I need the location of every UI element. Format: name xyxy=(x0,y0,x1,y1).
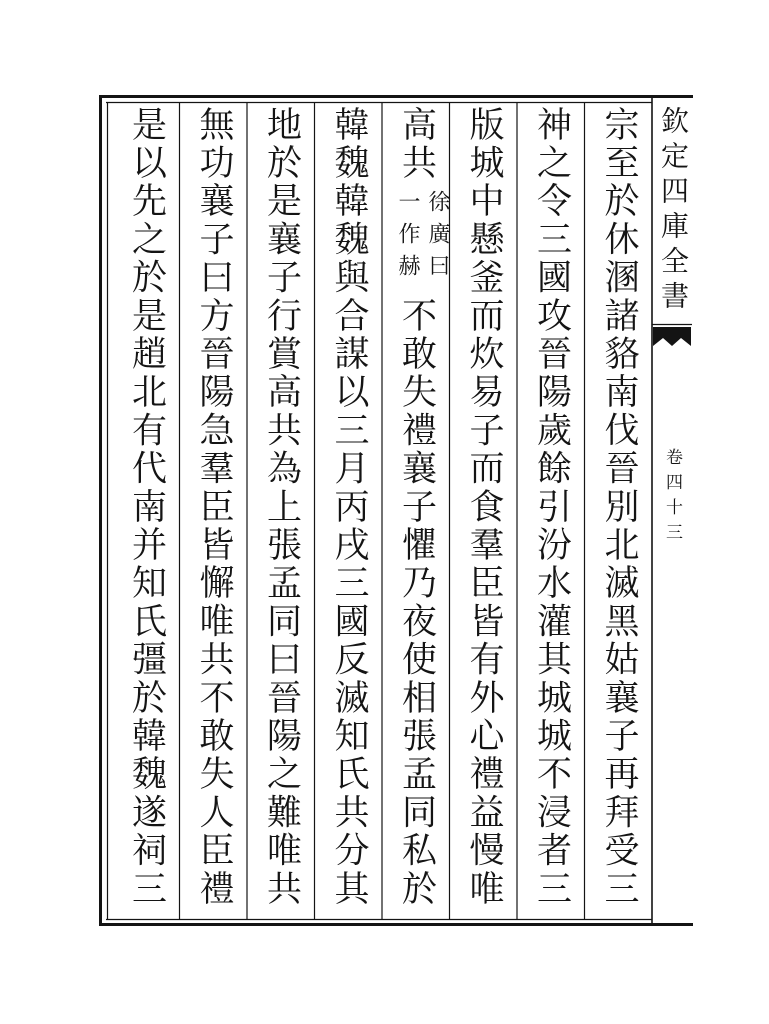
column-4-main-text-head: 高共 xyxy=(396,106,437,183)
text-column-8: 是以先之於是趙北有代南并知氏彊於韓魏遂祠三 xyxy=(126,106,167,909)
interlinear-note xyxy=(382,182,450,297)
column-4-main-text-tail: 不敢失禮襄子懼乃夜使相張孟同私於 xyxy=(396,297,437,909)
fish-tail-mark xyxy=(653,327,691,346)
text-column-4 xyxy=(382,104,450,918)
text-column-3: 版城中懸釜而炊易子而食羣臣皆有外心禮益慢唯 xyxy=(464,106,504,909)
text-column-6: 地於是襄子行賞高共為上張孟同曰晉陽之難唯共 xyxy=(261,106,302,909)
text-column-7: 無功襄子曰方晉陽急羣臣皆懈唯共不敢失人臣禮 xyxy=(194,106,234,909)
text-column-5: 韓魏韓魏與合謀以三月丙戌三國反滅知氏共分其 xyxy=(329,106,369,909)
book-title: 欽定四庫全書 xyxy=(657,106,690,316)
juan-label: 卷四十三 xyxy=(662,448,682,548)
note-right-line: 徐廣曰 xyxy=(425,190,450,287)
note-left-line: 一作赫 xyxy=(395,190,420,287)
text-column-2: 神之令三國攻晉陽歲餘引汾水灌其城城不浸者三 xyxy=(531,106,572,909)
text-column-1: 宗至於休溷諸貉南伐晉別北滅黑姑襄子再拜受三 xyxy=(599,106,639,909)
